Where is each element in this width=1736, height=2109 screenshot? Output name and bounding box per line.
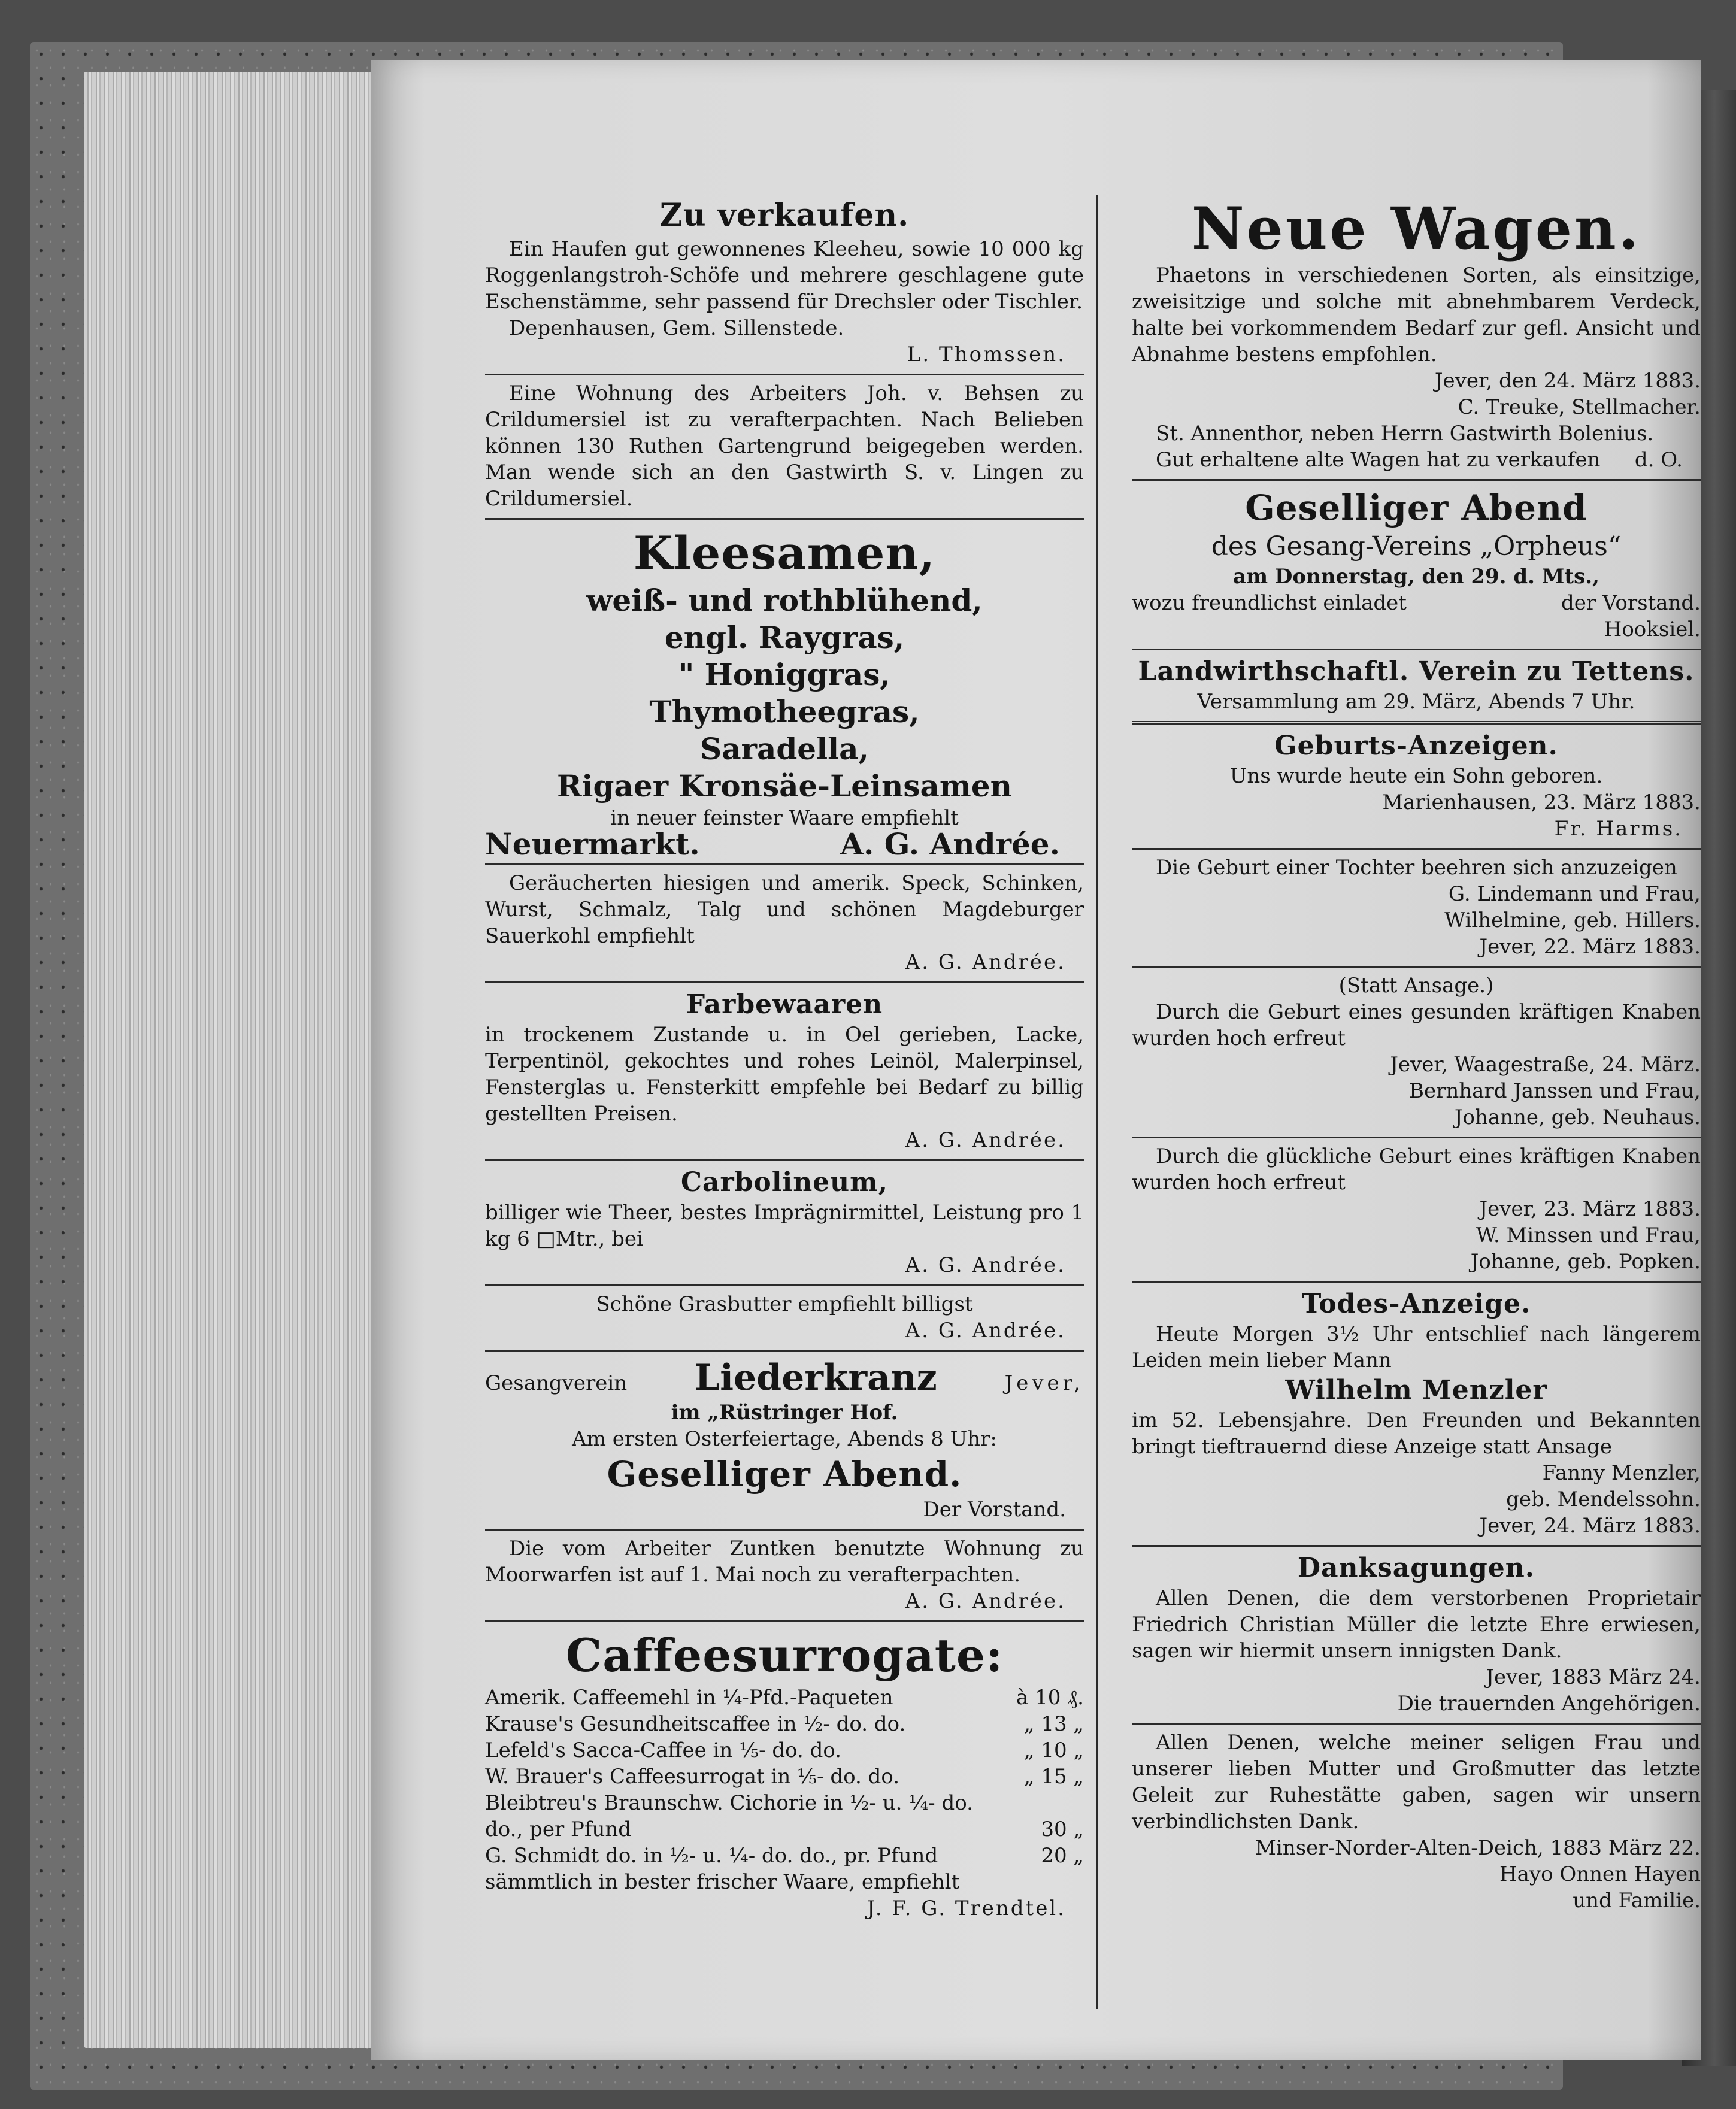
ad-place: Minser-Norder-Alten-Deich, 1883 März 22. — [1255, 1836, 1701, 1860]
ad-zuntken — [485, 1529, 1084, 1620]
ad-body: in trockenem Zustande u. in Oel gerieben, Lacke, Terpentinöl, gekochtes und rohes Leinöl, Malerpinsel, Fensterglas u. Fensterkitt empfehle bei Bedarf zu billig gestellten Preisen. — [485, 1023, 1084, 1126]
ad-landwirth — [1132, 649, 1701, 721]
ad-place: Jever, Waagestraße, 24. März. — [1390, 1053, 1701, 1077]
ad-grasbutter — [485, 1284, 1084, 1350]
ad-heading: Carbolineum, — [680, 1167, 889, 1198]
ad-body: Durch die glückliche Geburt eines kräftigen Knaben wurden hoch erfreut — [1132, 1144, 1701, 1195]
product-line: Thymotheegras, — [649, 694, 920, 729]
ad-kleesamen — [485, 518, 1084, 863]
ad-farbewaaren — [485, 981, 1084, 1159]
newspaper-page — [371, 60, 1701, 2060]
ad-body: im 52. Lebensjahre. Den Freunden und Bekannten bringt tieftrauernd diese Anzeige statt Ansage — [1132, 1408, 1701, 1459]
ad-body: Ein Haufen gut gewonnenes Kleeheu, sowie 10 000 kg Roggenlangstroh-Schöfe und mehrere geschlagene gute Eschenstämme, sehr passend für Drechsler oder Tischler. — [485, 237, 1084, 314]
ad-signature: A. G. Andrée. — [840, 826, 1060, 862]
ad-signature: Fanny Menzler, — [1542, 1461, 1701, 1485]
price-item: G. Schmidt do. in ½- u. ¼- do. do., pr. Pfund — [485, 1844, 938, 1868]
ad-liederkranz — [485, 1350, 1084, 1529]
ad-signature: Hayo Onnen Hayen — [1499, 1862, 1701, 1886]
ad-signature: Johanne, geb. Neuhaus. — [1454, 1105, 1701, 1129]
column-rule — [1096, 195, 1098, 2009]
ad-heading: Zu verkaufen. — [659, 197, 910, 234]
ad-geburt-minssen — [1132, 1137, 1701, 1281]
ad-orpheus — [1132, 479, 1701, 649]
ad-place: Depenhausen, Gem. Sillenstede. — [509, 316, 844, 340]
product-line: Rigaer Kronsäe-Leinsamen — [556, 768, 1012, 804]
price-item: Bleibtreu's Braunschw. Cichorie in ½- u. ¼- do. do., per Pfund — [485, 1791, 973, 1841]
ad-date: Jever, den 24. März 1883. — [1434, 369, 1701, 393]
ad-wohnung — [485, 374, 1084, 518]
product-line: Saradella, — [700, 731, 869, 766]
ad-body: Versammlung am 29. März, Abends 7 Uhr. — [1197, 690, 1635, 714]
ad-signature: der Vorstand. — [1561, 591, 1701, 615]
ad-signature: und Familie. — [1573, 1889, 1701, 1913]
price-value: „ 10 „ — [1023, 1738, 1084, 1762]
ad-note-signature: d. O. — [1634, 448, 1683, 472]
section-heading: Geburts-Anzeigen. — [1274, 731, 1558, 761]
price-value: 30 „ — [1041, 1817, 1084, 1841]
ad-geburt-janssen — [1132, 966, 1701, 1137]
price-item: W. Brauer's Caffeesurrogat in ⅕- do. do. — [485, 1765, 900, 1789]
ad-signature: A. G. Andrée. — [905, 1319, 1066, 1343]
ad-pre: (Statt Ansage.) — [1338, 974, 1494, 998]
price-row — [485, 1684, 1084, 1711]
ad-signature: A. G. Andrée. — [905, 1128, 1066, 1152]
ad-place: Neuermarkt. — [485, 826, 700, 862]
ad-closing: sämmtlich in bester frischer Waare, empfiehlt — [485, 1870, 960, 1894]
ad-note-line — [1132, 447, 1701, 473]
ad-carbolineum — [485, 1159, 1084, 1284]
ad-post: Jever, — [1004, 1371, 1084, 1395]
ad-caffeesurrogate — [485, 1620, 1084, 1928]
ad-body: Eine Wohnung des Arbeiters Joh. v. Behsen zu Crildumersiel ist zu verafterpachten. Nach Belieben können 130 Ruthen Gartengrund beigegeben werden. Man wende sich an den Gastwirth S. v. Lingen zu Crildumersiel. — [485, 381, 1084, 511]
ad-geburts-anzeigen — [1132, 721, 1701, 848]
ad-body: Heute Morgen 3½ Uhr entschlief nach längerem Leiden mein lieber Mann — [1132, 1322, 1701, 1372]
ad-heading: Kleesamen, — [633, 526, 936, 580]
ad-danksagung-hayen — [1132, 1723, 1701, 1920]
ad-signature: G. Lindemann und Frau, — [1448, 882, 1701, 906]
deceased-name: Wilhelm Menzler — [1285, 1375, 1547, 1405]
price-row — [485, 1790, 1084, 1843]
ad-event: Geselliger Abend. — [607, 1454, 962, 1495]
ad-signature: Die trauernden Angehörigen. — [1397, 1692, 1701, 1716]
ad-signature: Wilhelmine, geb. Hillers. — [1444, 908, 1701, 932]
price-row — [485, 1737, 1084, 1763]
ad-body: Allen Denen, welche meiner seligen Frau und unserer lieben Mutter und Großmutter das letzte Geleit zur Ruhestätte gaben, sagen wir unsern verbindlichsten Dank. — [1132, 1731, 1701, 1834]
section-heading: Todes-Anzeige. — [1301, 1289, 1531, 1319]
price-row — [485, 1763, 1084, 1790]
ad-signature: C. Treuke, Stellmacher. — [1458, 395, 1701, 419]
product-line: " Honiggras, — [678, 657, 890, 692]
ad-heading: Liederkranz — [695, 1357, 937, 1399]
ad-note: in neuer feinster Waare empfiehlt — [610, 806, 959, 830]
ad-signature: A. G. Andrée. — [905, 1589, 1066, 1613]
ad-signature: L. Thomssen. — [907, 343, 1066, 366]
product-line: engl. Raygras, — [664, 620, 905, 655]
ad-signature: J. F. G. Trendtel. — [867, 1896, 1066, 1920]
ad-location: im „Rüstringer Hof. — [671, 1401, 898, 1425]
right-column — [1132, 192, 1701, 1920]
ad-body: Geräucherten hiesigen und amerik. Speck, Schinken, Wurst, Schmalz, Talg und schönen Magdeburger Sauerkohl empfiehlt — [485, 871, 1084, 948]
price-item: Lefeld's Sacca-Caffee in ⅕- do. do. — [485, 1738, 842, 1762]
price-item: Amerik. Caffeemehl in ¼-Pfd.-Paqueten — [485, 1686, 893, 1710]
ad-place: Jever, 1883 März 24. — [1486, 1665, 1701, 1689]
ad-date: Am ersten Osterfeiertage, Abends 8 Uhr: — [572, 1427, 997, 1451]
ad-invite-line — [1132, 590, 1701, 616]
ad-body: Die Geburt einer Tochter beehren sich anzuzeigen — [1156, 856, 1677, 880]
ad-signature: Der Vorstand. — [923, 1498, 1066, 1522]
ad-place: Jever, 23. März 1883. — [1479, 1197, 1701, 1221]
price-value: 20 „ — [1041, 1844, 1084, 1868]
ad-title-line — [485, 1356, 1084, 1399]
ad-zu-verkaufen — [485, 192, 1084, 374]
ad-invite: wozu freundlichst einladet — [1132, 591, 1407, 615]
price-item: Krause's Gesundheitscaffee in ½- do. do. — [485, 1712, 906, 1736]
ad-body: Allen Denen, die dem verstorbenen Proprietair Friedrich Christian Müller die letzte Ehre erwiesen, sagen wir hiermit unsern innigsten Dank. — [1132, 1586, 1701, 1663]
ad-signature: Bernhard Janssen und Frau, — [1409, 1079, 1701, 1103]
ad-heading: Landwirthschaftl. Verein zu Tettens. — [1138, 656, 1695, 687]
ad-place: Hooksiel. — [1604, 617, 1701, 641]
price-row — [485, 1843, 1084, 1869]
price-row — [485, 1711, 1084, 1737]
ad-body: Schöne Grasbutter empfiehlt billigst — [596, 1292, 973, 1316]
ad-heading: Geselliger Abend — [1245, 487, 1587, 528]
price-value: „ 13 „ — [1023, 1712, 1084, 1736]
left-column — [485, 192, 1084, 1928]
ad-body: Die vom Arbeiter Zuntken benutzte Wohnung zu Moorwarfen ist auf 1. Mai noch zu verafterpachten. — [485, 1537, 1084, 1587]
ad-body: Uns wurde heute ein Sohn geboren. — [1229, 764, 1603, 788]
section-heading: Danksagungen. — [1297, 1553, 1535, 1583]
ad-footer — [485, 826, 1084, 862]
page-edges — [84, 72, 383, 2048]
ad-signature: W. Minssen und Frau, — [1476, 1223, 1701, 1247]
ad-body: billiger wie Theer, bestes Imprägnirmittel, Leistung pro 1 kg 6 □Mtr., bei — [485, 1201, 1084, 1251]
ad-neue-wagen — [1132, 192, 1701, 479]
ad-heading: Neue Wagen. — [1191, 195, 1641, 262]
ad-body: Durch die Geburt eines gesunden kräftigen Knaben wurden hoch erfreut — [1132, 1000, 1701, 1050]
ad-signature: geb. Mendelssohn. — [1506, 1487, 1701, 1511]
ad-heading: Farbewaaren — [686, 989, 883, 1020]
ad-heading: Caffeesurrogate: — [565, 1629, 1004, 1682]
ad-date: am Donnerstag, den 29. d. Mts., — [1233, 565, 1599, 589]
price-value: à 10 ₰. — [1016, 1686, 1084, 1710]
ad-geraeuchert — [485, 863, 1084, 981]
product-line: weiß- und rothblühend, — [586, 583, 983, 618]
ad-signature: Fr. Harms. — [1554, 817, 1683, 841]
ad-signature: A. G. Andrée. — [905, 1253, 1066, 1277]
ad-place: Jever, 22. März 1883. — [1479, 935, 1701, 959]
ad-body: Phaetons in verschiedenen Sorten, als einsitzige, zweisitzige und solche mit abnehmbarem Verdeck, halte bei vorkommendem Bedarf zur gefl. Ansicht und Abnahme bestens empfohlen. — [1132, 263, 1701, 366]
ad-signature: Johanne, geb. Popken. — [1470, 1250, 1701, 1274]
price-value: „ 15 „ — [1023, 1765, 1084, 1789]
ad-pre: Gesangverein — [485, 1371, 628, 1395]
ad-todes-anzeige — [1132, 1281, 1701, 1545]
ad-geburt-lindemann — [1132, 848, 1701, 966]
ad-place: Jever, 24. März 1883. — [1479, 1514, 1701, 1538]
ad-place: Marienhausen, 23. März 1883. — [1382, 790, 1701, 814]
ad-address: St. Annenthor, neben Herrn Gastwirth Bolenius. — [1156, 422, 1654, 446]
ad-signature: A. G. Andrée. — [905, 950, 1066, 974]
ad-danksagungen — [1132, 1545, 1701, 1723]
ad-note: Gut erhaltene alte Wagen hat zu verkaufen — [1156, 448, 1601, 472]
ad-subheading: des Gesang-Vereins „Orpheus“ — [1211, 531, 1622, 562]
